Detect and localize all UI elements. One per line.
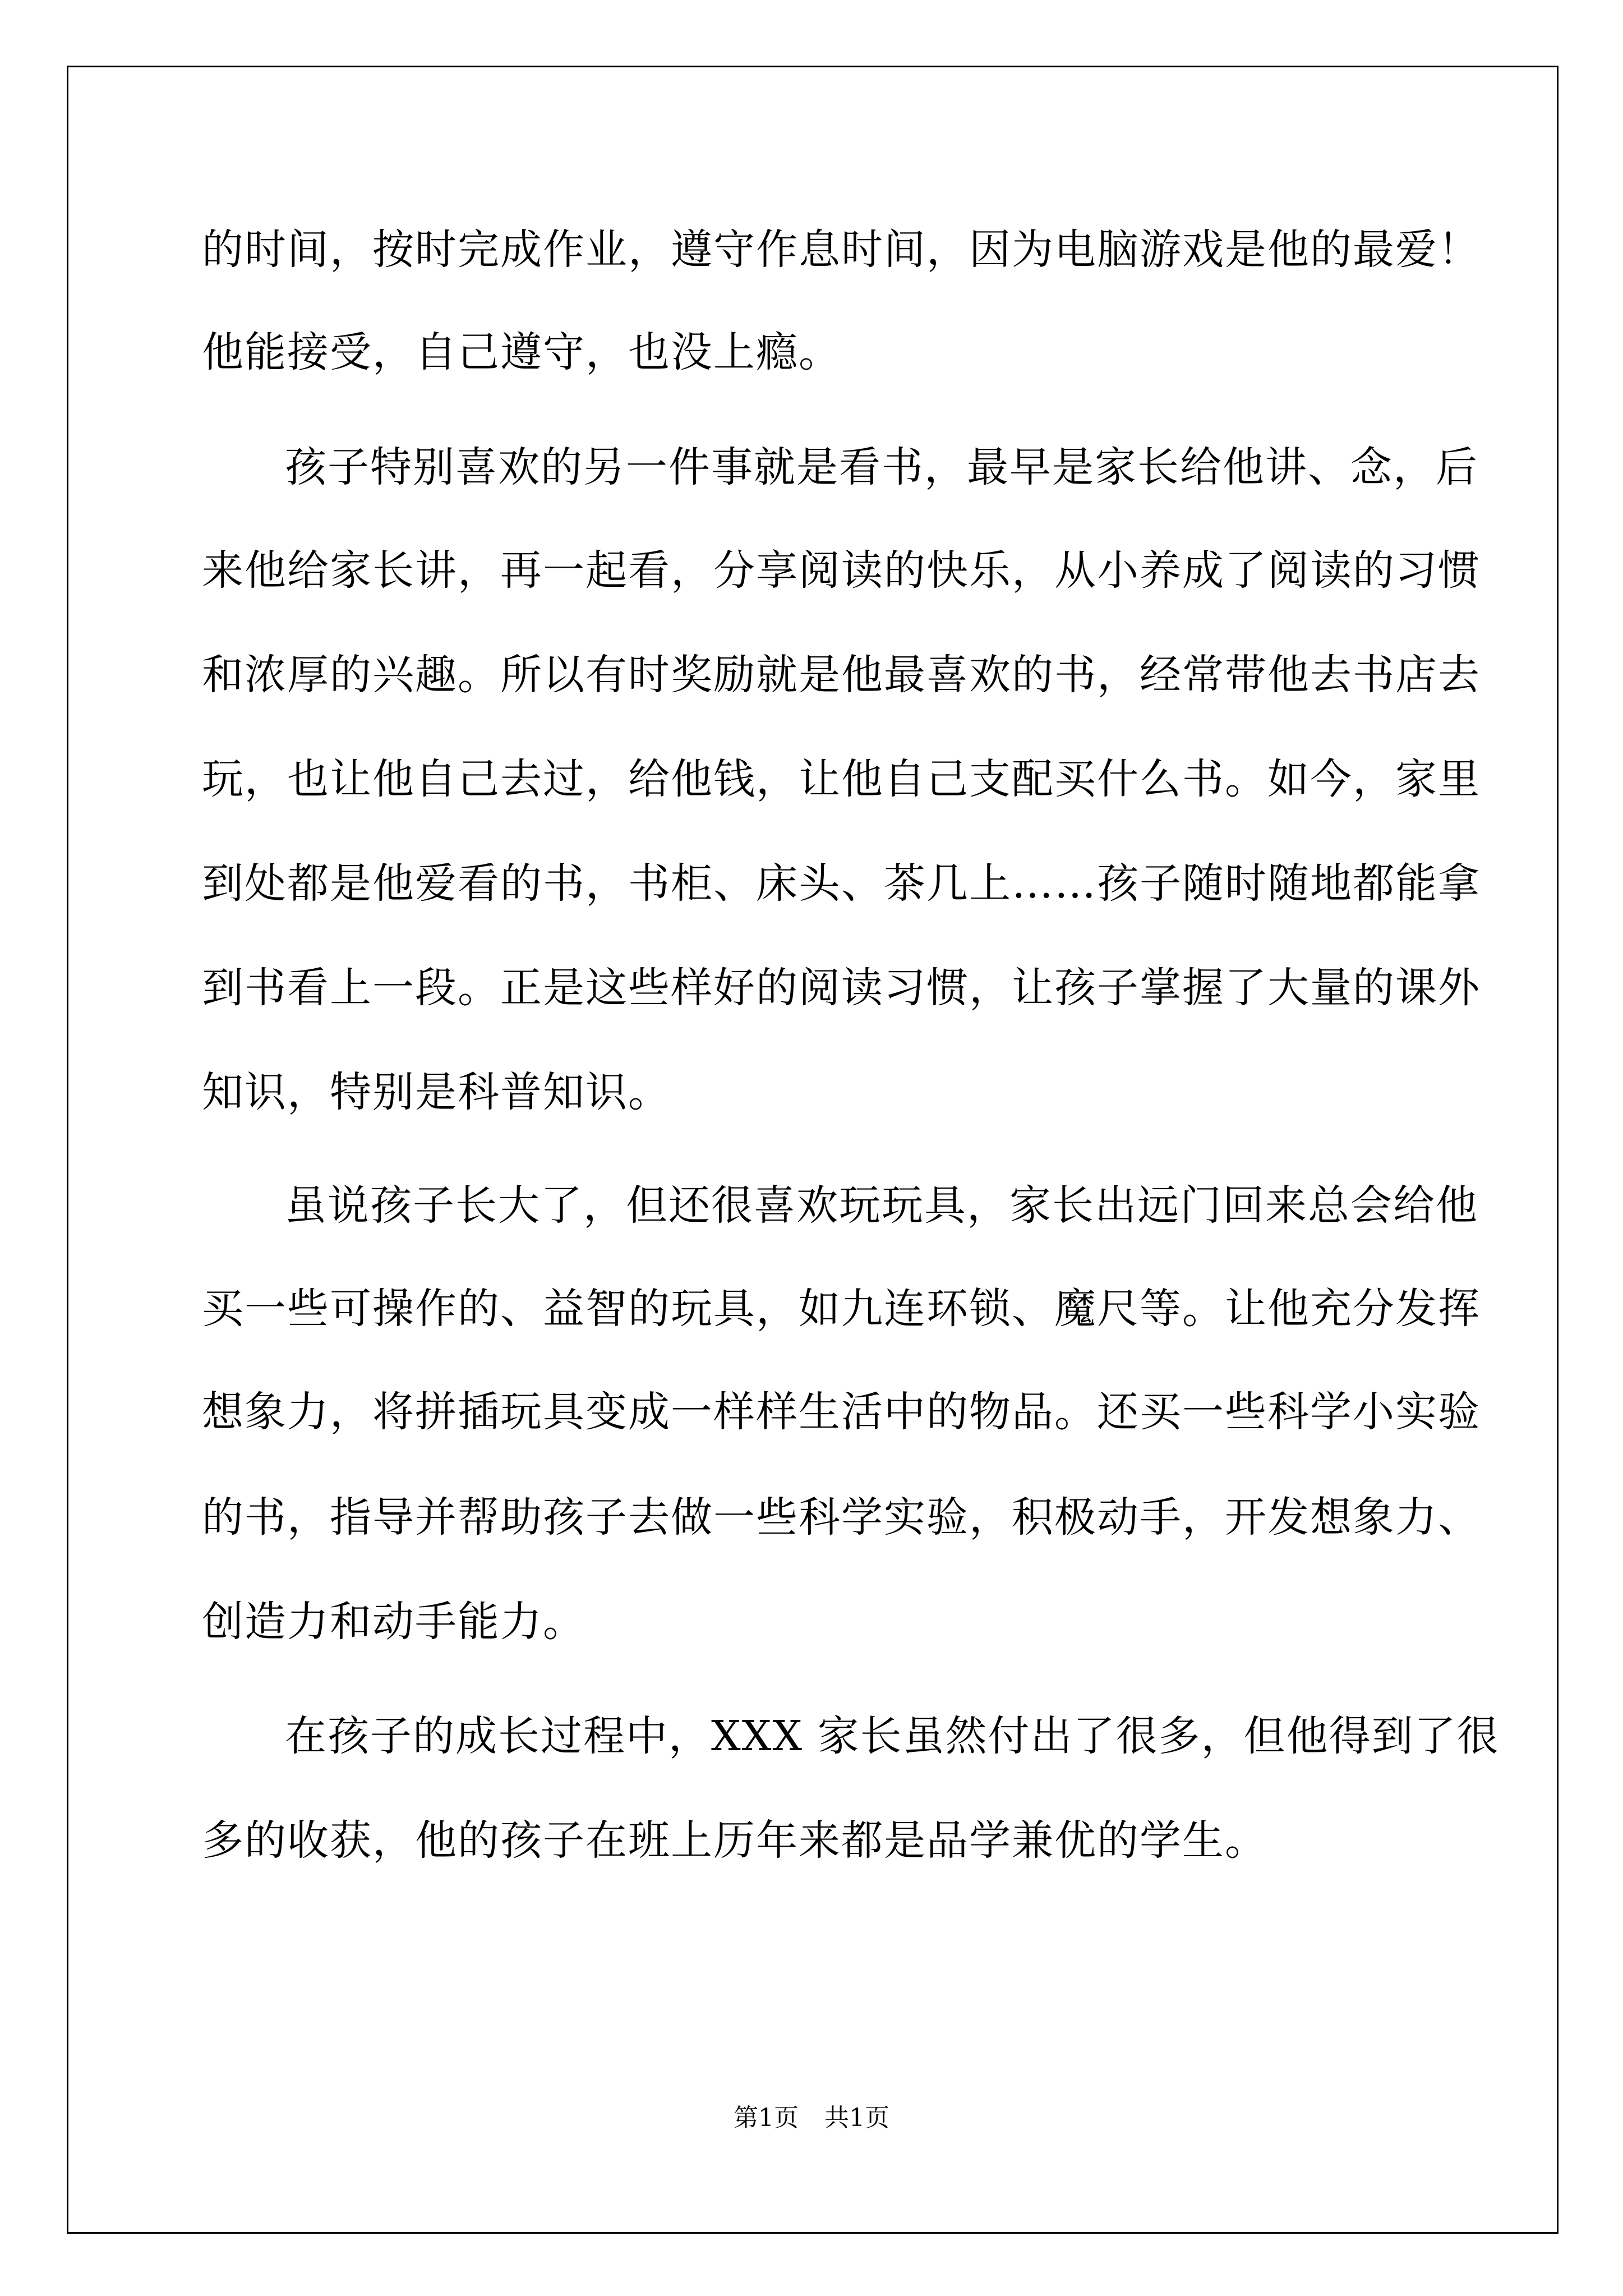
text-line: 创造力和动手能力。 — [202, 1598, 585, 1646]
text-line: 多的收获，他的孩子在班上历年来都是品学兼优的学生。 — [202, 1816, 1267, 1865]
text-line: 知识，特别是科普知识。 — [202, 1068, 671, 1116]
page-footer — [0, 2106, 1623, 2131]
page-border — [67, 66, 1559, 2234]
text-line: 买一些可操作的、益智的玩具，如九连环锁、魔尺等。让他充分发挥 — [202, 1285, 1481, 1333]
text-line: 和浓厚的兴趣。所以有时奖励就是他最喜欢的书，经常带他去书店去 — [202, 651, 1481, 699]
page-total: 共1页 — [824, 2104, 889, 2132]
text-line: 的时间，按时完成作业，遵守作息时间，因为电脑游戏是他的最爱！ — [202, 226, 1481, 274]
text-line: 到书看上一段。正是这些样好的阅读习惯，让孩子掌握了大量的课外 — [202, 964, 1481, 1012]
text-line: 玩，也让他自己去过，给他钱，让他自己支配买什么书。如今，家里 — [202, 755, 1481, 803]
paragraph-first-line: 虽说孩子长大了，但还很喜欢玩玩具，家长出远门回来总会给他 — [285, 1181, 1478, 1230]
text-line: 的书，指导并帮助孩子去做一些科学实验，积极动手，开发想象力、 — [202, 1493, 1481, 1542]
paragraph-first-line: 在孩子的成长过程中，XXX 家长虽然付出了很多，但他得到了很 — [285, 1712, 1500, 1760]
text-line: 他能接受，自己遵守，也没上瘾。 — [202, 328, 841, 376]
page-number: 第1页 — [734, 2104, 799, 2132]
paragraph-first-line: 孩子特别喜欢的另一件事就是看书，最早是家长给他讲、念，后 — [285, 443, 1478, 491]
text-line: 来他给家长讲，再一起看，分享阅读的快乐，从小养成了阅读的习惯 — [202, 546, 1481, 595]
text-line: 到处都是他爱看的书，书柜、床头、茶几上……孩子随时随地都能拿 — [202, 859, 1481, 908]
text-line: 想象力，将拼插玩具变成一样样生活中的物品。还买一些科学小实验 — [202, 1388, 1481, 1436]
